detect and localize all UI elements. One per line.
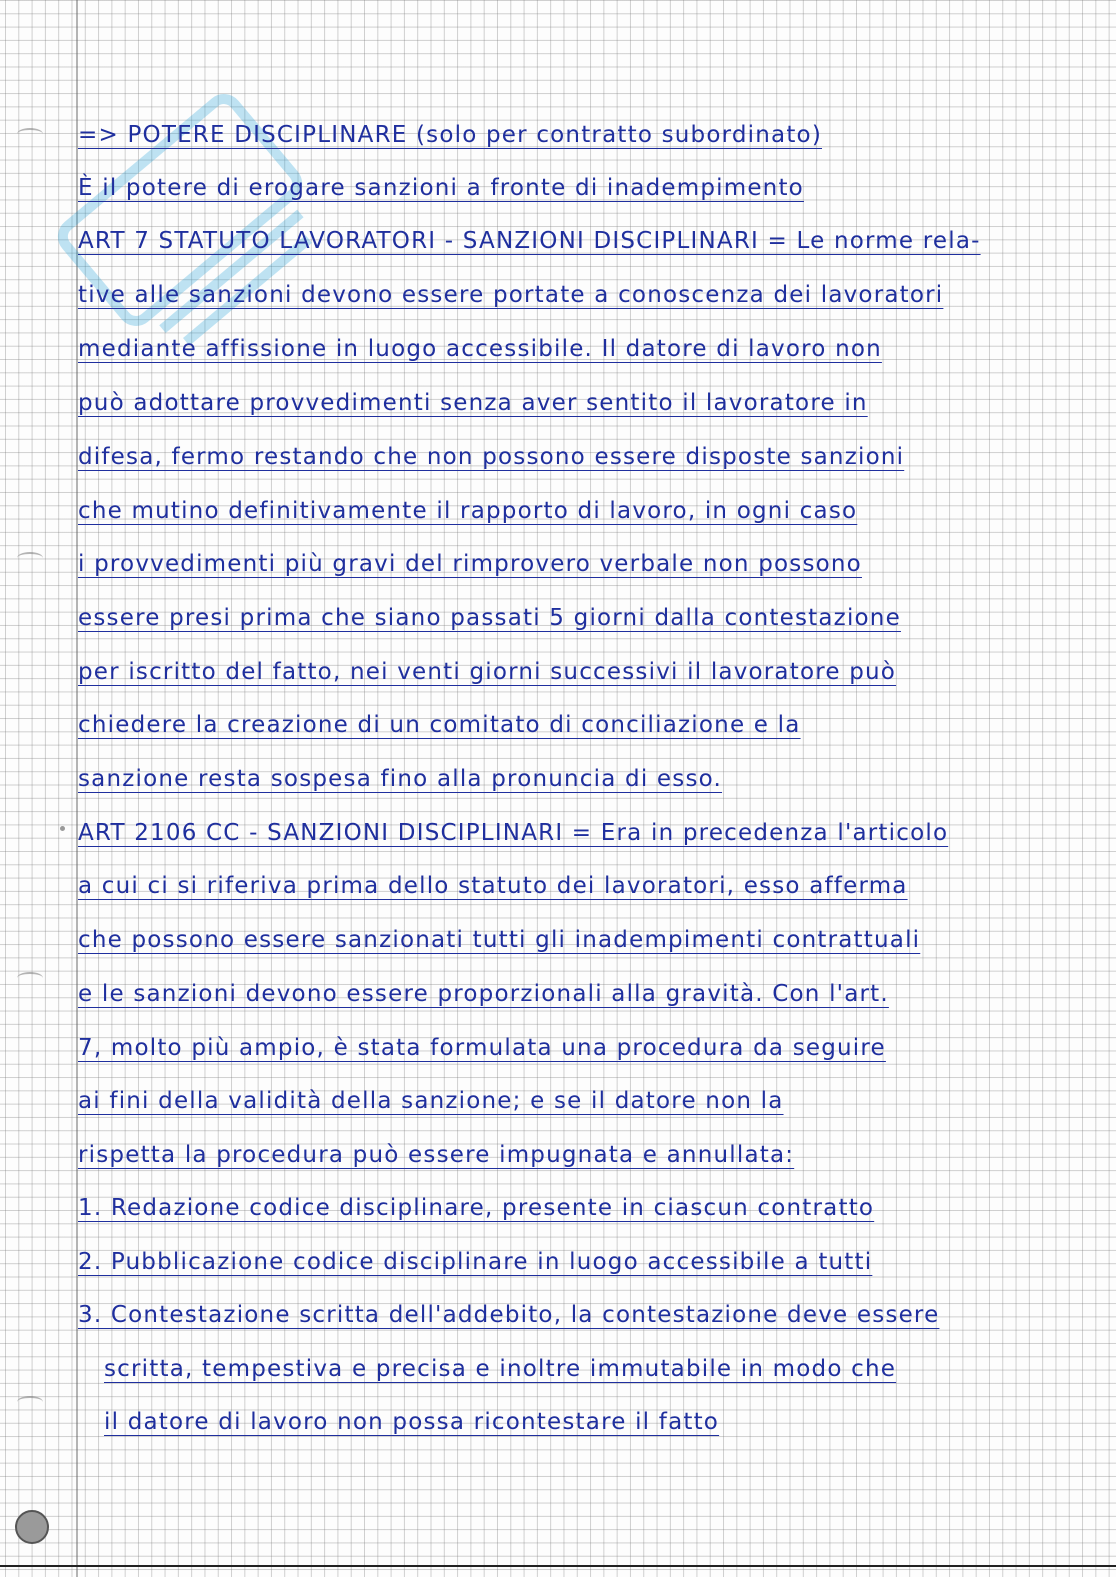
handwritten-line: difesa, fermo restando che non possono essere disposte sanzioni [78, 444, 905, 470]
handwritten-line: rispetta la procedura può essere impugnata e annullata: [78, 1142, 795, 1168]
handwritten-line: essere presi prima che siano passati 5 giorni dalla contestazione [78, 605, 901, 631]
handwritten-line: scritta, tempestiva e precisa e inoltre immutabile in modo che [104, 1356, 897, 1382]
watermark-logo [30, 40, 330, 380]
handwritten-line: 3. Contestazione scritta dell'addebito, la contestazione deve essere [78, 1302, 940, 1328]
handwritten-line: può adottare provvedimenti senza aver sentito il lavoratore in [78, 390, 868, 416]
handwritten-line: che possono essere sanzionati tutti gli inadempimenti contrattuali [78, 927, 921, 953]
punch-hole [17, 972, 43, 984]
handwritten-line: e le sanzioni devono essere proporzionali alla gravità. Con l'art. [78, 981, 889, 1007]
margin-dot [60, 826, 65, 831]
binder-dot [15, 1510, 49, 1544]
handwritten-line: che mutino definitivamente il rapporto di lavoro, in ogni caso [78, 498, 858, 524]
handwritten-line: sanzione resta sospesa fino alla pronuncia di esso. [78, 766, 723, 792]
handwritten-line: ai fini della validità della sanzione; e se il datore non la [78, 1088, 784, 1114]
handwritten-line: ART 2106 CC - SANZIONI DISCIPLINARI = Era in precedenza l'articolo [78, 820, 949, 846]
punch-hole [17, 552, 43, 564]
handwritten-line: 2. Pubblicazione codice disciplinare in luogo accessibile a tutti [78, 1249, 873, 1275]
handwritten-line: per iscritto del fatto, nei venti giorni successivi il lavoratore può [78, 659, 897, 685]
page-bottom-edge [0, 1565, 1116, 1567]
punch-hole [17, 1396, 43, 1408]
handwritten-line: 7, molto più ampio, è stata formulata una procedura da seguire [78, 1035, 886, 1061]
handwritten-line: il datore di lavoro non possa ricontestare il fatto [104, 1409, 720, 1435]
punch-hole [17, 128, 43, 140]
handwritten-line: tive alle sanzioni devono essere portate a conoscenza dei lavoratori [78, 282, 944, 308]
handwritten-line: ART 7 STATUTO LAVORATORI - SANZIONI DISCIPLINARI = Le norme rela- [78, 228, 981, 254]
handwritten-line: 1. Redazione codice disciplinare, presente in ciascun contratto [78, 1195, 875, 1221]
handwritten-line: mediante affissione in luogo accessibile. Il datore di lavoro non [78, 336, 882, 362]
handwritten-line: È il potere di erogare sanzioni a fronte di inadempimento [78, 175, 804, 201]
handwritten-line: a cui ci si riferiva prima dello statuto dei lavoratori, esso afferma [78, 873, 908, 899]
handwritten-line: i provvedimenti più gravi del rimprovero verbale non possono [78, 551, 862, 577]
handwritten-line: chiedere la creazione di un comitato di conciliazione e la [78, 712, 801, 738]
handwritten-line: => POTERE DISCIPLINARE (solo per contratto subordinato) [78, 122, 823, 148]
